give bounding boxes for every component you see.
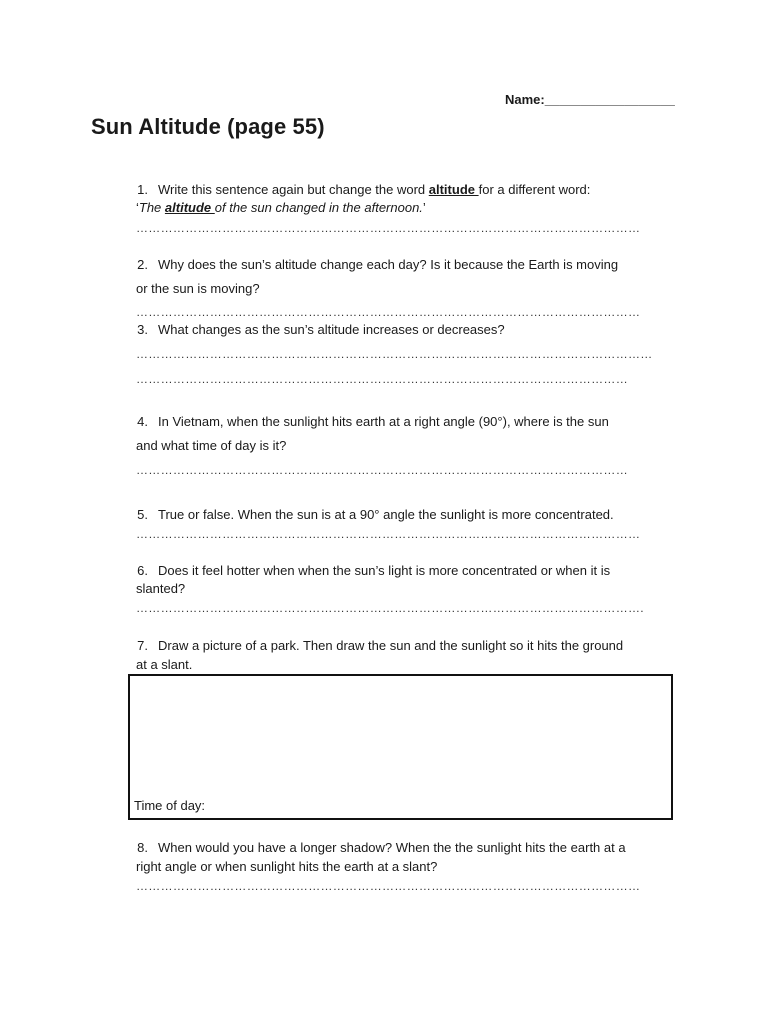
- question-1-quote: [136, 198, 426, 217]
- question-text: Draw a picture of a park. Then draw the sun and the sunlight so it hits the ground: [158, 638, 624, 653]
- answer-line[interactable]: ……………………………………………………………………………………………………………: [136, 527, 641, 541]
- question-4: [132, 412, 609, 431]
- question-text: True or false. When the sun is at a 90° angle the sunlight is more concentrated.: [158, 507, 614, 522]
- question-6: [132, 561, 610, 580]
- answer-line[interactable]: ………………………………………………………………………………………………………………: [136, 347, 653, 361]
- answer-line[interactable]: …………………………………………………………………………………………………………: [136, 463, 628, 477]
- question-text: or the sun is moving?: [136, 281, 260, 296]
- question-1: [132, 180, 590, 199]
- question-text: In Vietnam, when the sunlight hits earth at a right angle (90°), where is the sun: [158, 414, 609, 429]
- question-2: [132, 255, 618, 274]
- question-text: Does it feel hotter when when the sun’s light is more concentrated or when it is: [158, 563, 611, 578]
- page-title: Sun Altitude (page 55): [91, 114, 325, 139]
- question-8: [132, 838, 626, 857]
- question-keyword: altitude: [428, 182, 479, 197]
- answer-line[interactable]: ……………………………………………………………………………………………………………: [136, 879, 641, 893]
- question-text: for a different word:: [478, 182, 591, 197]
- question-number: 3.: [137, 322, 148, 337]
- question-text: What changes as the sun’s altitude increases or decreases?: [158, 322, 505, 337]
- quote-mark: ’: [422, 200, 426, 215]
- question-number: 7.: [137, 638, 148, 653]
- answer-line[interactable]: ……………………………………………………………………………………………………………: [136, 221, 641, 235]
- question-text: When would you have a longer shadow? When the the sunlight hits the earth at a: [158, 840, 626, 855]
- drawing-box[interactable]: [128, 674, 673, 820]
- quote-text: The: [138, 200, 165, 215]
- answer-line[interactable]: …………………………………………………………………………………………………………: [136, 372, 628, 386]
- question-number: 4.: [137, 414, 148, 429]
- question-number: 6.: [137, 563, 148, 578]
- name-field[interactable]: Name:__________________: [505, 92, 675, 107]
- question-7: [132, 636, 623, 655]
- quote-mark: ‘: [136, 200, 139, 215]
- question-text: Why does the sun’s altitude change each day? Is it because the Earth is moving: [158, 257, 619, 272]
- question-text: and what time of day is it?: [136, 438, 287, 453]
- answer-line[interactable]: …………………………………………………………………………………………………………….: [136, 601, 644, 615]
- question-number: 1.: [137, 182, 148, 197]
- question-number: 5.: [137, 507, 148, 522]
- question-number: 8.: [137, 840, 148, 855]
- question-text: Write this sentence again but change the word: [158, 182, 429, 197]
- question-text: slanted?: [136, 581, 186, 596]
- time-of-day-label: Time of day:: [134, 798, 206, 813]
- quote-keyword: altitude: [164, 200, 215, 215]
- question-number: 2.: [137, 257, 148, 272]
- question-5: [132, 505, 614, 524]
- question-text: at a slant.: [136, 657, 193, 672]
- quote-text: of the sun changed in the afternoon.: [214, 200, 423, 215]
- answer-line[interactable]: ……………………………………………………………………………………………………………: [136, 305, 641, 319]
- question-text: right angle or when sunlight hits the earth at a slant?: [136, 859, 438, 874]
- question-3: [132, 320, 505, 339]
